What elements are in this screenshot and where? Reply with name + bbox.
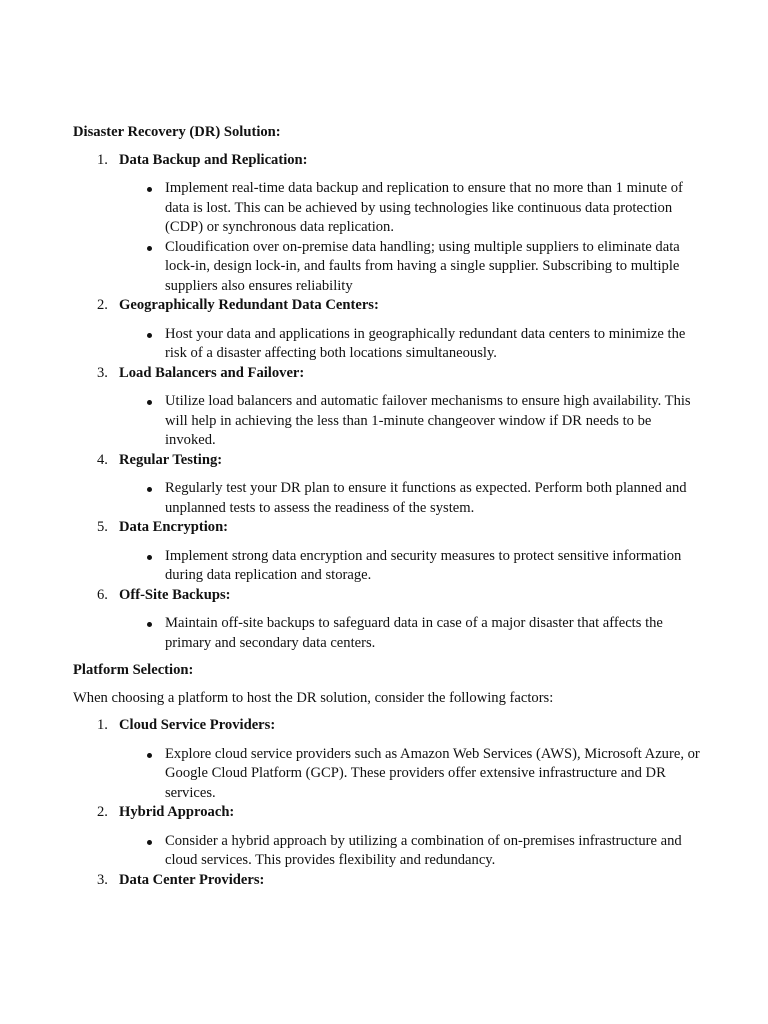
dr-step-4 xyxy=(73,451,703,519)
platform-steps-list xyxy=(73,716,703,890)
platform-section-heading: Platform Selection: xyxy=(73,662,194,678)
step-title: Hybrid Approach: xyxy=(119,804,235,820)
bullet-item: Explore cloud service providers such as Amazon Web Services (AWS), Microsoft Azure, or Google Cloud Platform (GCP). These providers offer extensive infrastructure and DR services. xyxy=(119,745,703,804)
bullet-item: Cloudification over on-premise data handling; using multiple suppliers to eliminate data lock-in, design lock-in, and faults from having a single supplier. Subscribing to multiple suppliers also ensures reliability xyxy=(119,238,703,297)
step-number: 4. xyxy=(97,451,108,468)
bullet-item: Implement real-time data backup and replication to ensure that no more than 1 minute of data is lost. This can be achieved by using technologies like continuous data protection (CDP) or synchronous data replication. xyxy=(119,179,703,238)
step-title: Data Encryption: xyxy=(119,519,229,535)
step-title: Cloud Service Providers: xyxy=(119,717,276,733)
step-bullets xyxy=(119,745,703,804)
step-bullets xyxy=(119,614,703,653)
dr-section-heading: Disaster Recovery (DR) Solution: xyxy=(73,124,281,140)
step-bullets xyxy=(119,325,703,364)
bullet-item: Host your data and applications in geographically redundant data centers to minimize the risk of a disaster affecting both locations simultaneously. xyxy=(119,325,703,364)
step-title: Load Balancers and Failover: xyxy=(119,364,305,381)
step-number: 2. xyxy=(97,804,108,820)
document-page xyxy=(73,123,703,899)
bullet-item: Regularly test your DR plan to ensure it functions as expected. Perform both planned and unplanned tests to assess the readiness of the system. xyxy=(119,479,703,518)
dr-step-2 xyxy=(73,296,703,364)
step-title: Geographically Redundant Data Centers: xyxy=(119,297,379,313)
step-number: 1. xyxy=(97,151,108,168)
step-title: Regular Testing: xyxy=(119,451,223,468)
dr-step-6 xyxy=(73,586,703,654)
dr-step-3 xyxy=(73,364,703,451)
step-bullets xyxy=(119,479,703,518)
platform-step-1 xyxy=(73,716,703,803)
step-number: 3. xyxy=(97,364,108,381)
step-title: Off-Site Backups: xyxy=(119,586,231,603)
bullet-item: Consider a hybrid approach by utilizing a combination of on-premises infrastructure and cloud services. This provides flexibility and redundancy. xyxy=(119,832,703,871)
dr-step-5 xyxy=(73,518,703,586)
step-bullets xyxy=(119,832,703,871)
step-number: 3. xyxy=(97,871,108,888)
step-number: 1. xyxy=(97,717,108,733)
step-bullets xyxy=(119,547,703,586)
step-title: Data Backup and Replication: xyxy=(119,151,308,168)
step-bullets xyxy=(119,392,703,451)
bullet-item: Utilize load balancers and automatic failover mechanisms to ensure high availability. This will help in achieving the less than 1-minute changeover window if DR needs to be invoked. xyxy=(119,392,703,451)
bullet-item: Maintain off-site backups to safeguard data in case of a major disaster that affects the primary and secondary data centers. xyxy=(119,614,703,653)
step-number: 2. xyxy=(97,297,108,313)
step-title: Data Center Providers: xyxy=(119,871,265,888)
step-number: 6. xyxy=(97,586,108,603)
bullet-item: Implement strong data encryption and security measures to protect sensitive information during data replication and storage. xyxy=(119,547,703,586)
dr-steps-list xyxy=(73,151,703,654)
step-bullets xyxy=(119,179,703,296)
platform-intro: When choosing a platform to host the DR solution, consider the following factors: xyxy=(73,689,554,706)
platform-step-3 xyxy=(73,871,703,891)
platform-step-2 xyxy=(73,803,703,871)
dr-step-1 xyxy=(73,151,703,297)
step-number: 5. xyxy=(97,519,108,535)
